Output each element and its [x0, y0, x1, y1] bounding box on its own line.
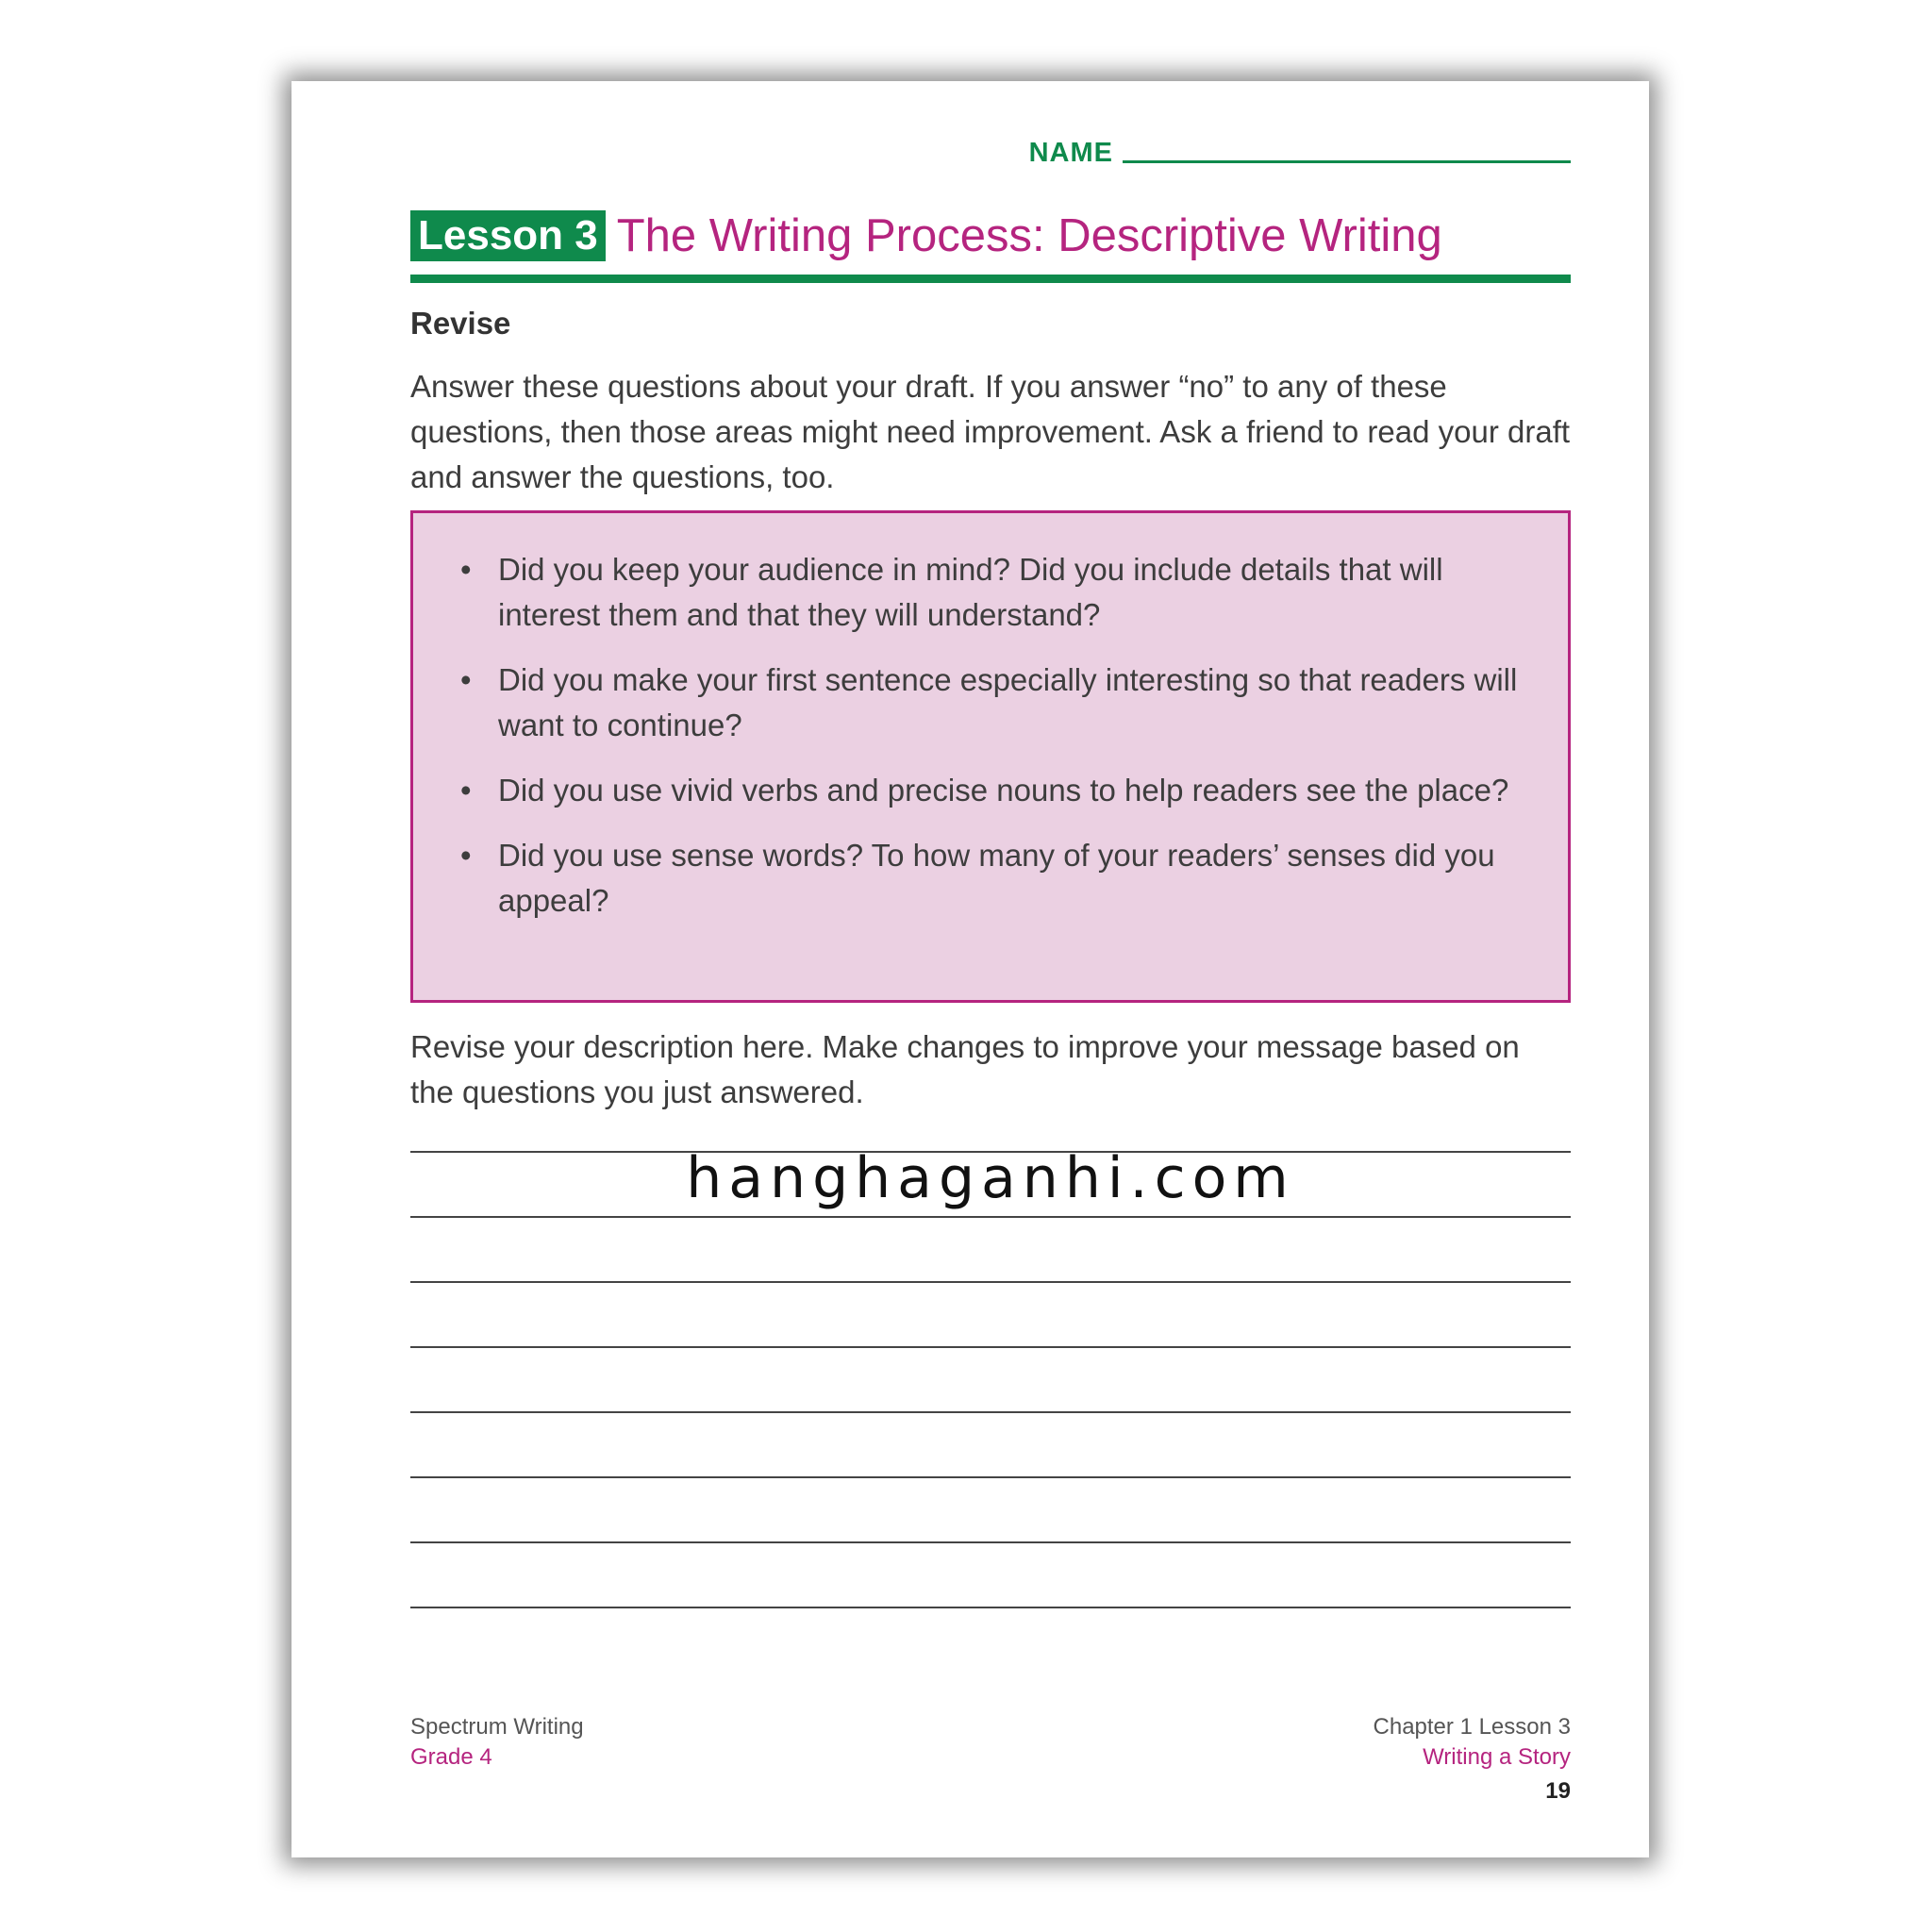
revise-instructions: Revise your description here. Make changes to improve your message based on the questions you just answered. [410, 1029, 1520, 1109]
chapter-lesson: Chapter 1 Lesson 3 [1373, 1714, 1571, 1740]
bullet-icon: • [460, 838, 472, 873]
lesson-title-row [410, 209, 1571, 262]
page-number: 19 [1545, 1778, 1571, 1804]
watermark: hanghaganhi.com [686, 1145, 1295, 1211]
lesson-badge: Lesson 3 [410, 210, 606, 261]
writing-line[interactable] [410, 1411, 1571, 1413]
name-label: NAME [1028, 138, 1113, 168]
bullet-icon: • [460, 773, 472, 808]
question-text: Did you use vivid verbs and precise nouns to help readers see the place? [498, 773, 1509, 808]
writing-line[interactable] [410, 1216, 1571, 1218]
writing-line[interactable] [410, 1346, 1571, 1348]
writing-line[interactable] [410, 1607, 1571, 1608]
worksheet-page [291, 81, 1649, 1857]
question-text: Did you make your first sentence especially interesting so that readers will want to continue? [498, 662, 1518, 742]
bullet-icon: • [460, 552, 472, 587]
writing-line[interactable] [410, 1476, 1571, 1478]
writing-line[interactable] [410, 1281, 1571, 1283]
footer-left [410, 1712, 584, 1773]
question-list [460, 547, 1526, 943]
question-item [460, 768, 1526, 813]
writing-line[interactable] [410, 1541, 1571, 1543]
lesson-title: The Writing Process: Descriptive Writing [616, 210, 1442, 261]
book-title: Spectrum Writing [410, 1714, 584, 1740]
section-heading: Revise [410, 306, 511, 341]
bullet-icon: • [460, 662, 472, 697]
question-item [460, 547, 1526, 638]
name-line [1123, 160, 1571, 163]
page-content [410, 81, 1571, 1857]
question-item [460, 658, 1526, 748]
chapter-title: Writing a Story [1423, 1744, 1571, 1770]
grade-label: Grade 4 [410, 1744, 492, 1770]
question-text: Did you keep your audience in mind? Did you include details that will interest them and that they will understand? [498, 552, 1443, 632]
revision-questions-box [410, 510, 1571, 1003]
question-text: Did you use sense words? To how many of your readers’ senses did you appeal? [498, 838, 1495, 918]
name-row [1029, 138, 1571, 169]
intro-paragraph: Answer these questions about your draft. If you answer “no” to any of these questions, then those areas might need improvement. Ask a friend to read your draft and answer the questions, too. [410, 369, 1571, 494]
footer-right [1374, 1712, 1571, 1810]
title-divider [410, 275, 1571, 283]
question-item [460, 833, 1526, 924]
